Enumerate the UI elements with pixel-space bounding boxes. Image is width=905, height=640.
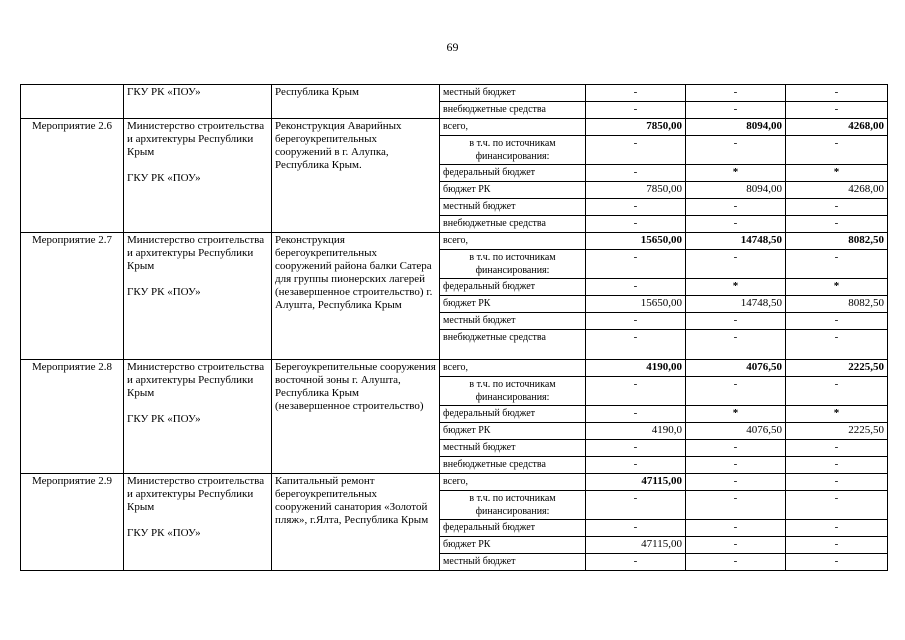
funding-source-cell: бюджет РК: [440, 423, 586, 440]
funding-source-cell: бюджет РК: [440, 182, 586, 199]
value-cell-2: 4076,50: [686, 423, 786, 440]
value-cell-3: 4268,00: [786, 119, 888, 136]
value-cell-1: 7850,00: [586, 119, 686, 136]
value-cell-3: -: [786, 491, 888, 520]
value-cell-3: -: [786, 330, 888, 360]
table-row: [21, 360, 888, 377]
table-body: [21, 85, 888, 571]
value-cell-2: 8094,00: [686, 119, 786, 136]
value-cell-2: -: [686, 216, 786, 233]
value-cell-2: -: [686, 457, 786, 474]
value-cell-1: -: [586, 216, 686, 233]
executor-agency: ГКУ РК «ПОУ»: [127, 286, 201, 298]
funding-source-cell: местный бюджет: [440, 199, 586, 216]
executor-ministry: Министерство строительства и архитектуры Республики Крым: [127, 361, 265, 399]
spacer: [127, 514, 268, 527]
executor-ministry: Министерство строительства и архитектуры Республики Крым: [127, 120, 265, 158]
table-row: [21, 119, 888, 136]
value-cell-1: 47115,00: [586, 537, 686, 554]
value-cell-3: 4268,00: [786, 182, 888, 199]
executor-cell: [124, 360, 272, 474]
executor-agency: ГКУ РК «ПОУ»: [127, 413, 201, 425]
value-cell-3: 8082,50: [786, 233, 888, 250]
measure-id-cell: [21, 85, 124, 119]
value-cell-2: -: [686, 554, 786, 571]
funding-source-cell: местный бюджет: [440, 313, 586, 330]
executor-ministry: Министерство строительства и архитектуры Республики Крым: [127, 475, 265, 513]
value-cell-3: -: [786, 537, 888, 554]
table-row: [21, 85, 888, 102]
value-cell-2: 14748,50: [686, 233, 786, 250]
value-cell-2: -: [686, 330, 786, 360]
value-cell-3: 8082,50: [786, 296, 888, 313]
page-number: 69: [446, 40, 459, 54]
value-cell-2: 8094,00: [686, 182, 786, 199]
measure-name-cell: Капитальный ремонт берегоукрепительных сооружений санатория «Золотой пляж», г.Ялта, Республика Крым: [272, 474, 440, 571]
measure-name-cell: Берегоукрепительные сооружения восточной зоны г. Алушта, Республика Крым (незавершенное строительство): [272, 360, 440, 474]
funding-source-cell: всего,: [440, 119, 586, 136]
funding-source-cell: федеральный бюджет: [440, 406, 586, 423]
value-cell-3: -: [786, 199, 888, 216]
value-cell-3: *: [786, 279, 888, 296]
value-cell-3: -: [786, 216, 888, 233]
value-cell-3: -: [786, 85, 888, 102]
value-cell-1: -: [586, 377, 686, 406]
funding-source-cell: местный бюджет: [440, 440, 586, 457]
spacer: [127, 400, 268, 413]
value-cell-1: 4190,00: [586, 360, 686, 377]
value-cell-1: -: [586, 330, 686, 360]
value-cell-2: -: [686, 537, 786, 554]
value-cell-1: -: [586, 440, 686, 457]
spacer: [127, 273, 268, 286]
value-cell-2: -: [686, 377, 786, 406]
funding-source-cell: федеральный бюджет: [440, 520, 586, 537]
funding-source-cell: в т.ч. по источникам финансирования:: [440, 136, 586, 165]
value-cell-2: -: [686, 474, 786, 491]
value-cell-3: -: [786, 474, 888, 491]
funding-source-cell: в т.ч. по источникам финансирования:: [440, 250, 586, 279]
funding-source-cell: всего,: [440, 360, 586, 377]
value-cell-3: *: [786, 165, 888, 182]
value-cell-2: 4076,50: [686, 360, 786, 377]
measure-name-cell: Реконструкция Аварийных берегоукрепительных сооружений в г. Алупка, Республика Крым.: [272, 119, 440, 233]
value-cell-1: -: [586, 313, 686, 330]
value-cell-1: -: [586, 250, 686, 279]
value-cell-3: -: [786, 136, 888, 165]
value-cell-1: -: [586, 520, 686, 537]
funding-source-cell: внебюджетные средства: [440, 457, 586, 474]
value-cell-1: -: [586, 102, 686, 119]
funding-source-cell: местный бюджет: [440, 554, 586, 571]
value-cell-2: -: [686, 440, 786, 457]
value-cell-2: *: [686, 279, 786, 296]
funding-source-cell: внебюджетные средства: [440, 102, 586, 119]
value-cell-3: -: [786, 554, 888, 571]
value-cell-1: -: [586, 85, 686, 102]
funding-source-cell: всего,: [440, 233, 586, 250]
measure-id-cell: Мероприятие 2.9: [21, 474, 124, 571]
executor-ministry: Министерство строительства и архитектуры Республики Крым: [127, 234, 265, 272]
executor-agency: ГКУ РК «ПОУ»: [127, 527, 201, 539]
funding-source-cell: внебюджетные средства: [440, 330, 586, 360]
spacer: [127, 159, 268, 172]
value-cell-2: *: [686, 406, 786, 423]
executor-cell: [124, 233, 272, 360]
funding-source-cell: всего,: [440, 474, 586, 491]
funding-source-cell: в т.ч. по источникам финансирования:: [440, 377, 586, 406]
table-row: [21, 233, 888, 250]
value-cell-2: -: [686, 491, 786, 520]
value-cell-2: -: [686, 199, 786, 216]
value-cell-3: 2225,50: [786, 423, 888, 440]
funding-source-cell: внебюджетные средства: [440, 216, 586, 233]
value-cell-1: -: [586, 279, 686, 296]
measure-id-cell: Мероприятие 2.7: [21, 233, 124, 360]
value-cell-2: -: [686, 85, 786, 102]
executor-cell: [124, 119, 272, 233]
value-cell-1: -: [586, 457, 686, 474]
value-cell-3: *: [786, 406, 888, 423]
value-cell-3: -: [786, 313, 888, 330]
value-cell-2: -: [686, 136, 786, 165]
value-cell-3: -: [786, 520, 888, 537]
value-cell-1: -: [586, 136, 686, 165]
value-cell-1: 15650,00: [586, 233, 686, 250]
value-cell-2: -: [686, 520, 786, 537]
value-cell-1: 7850,00: [586, 182, 686, 199]
executor-cell: [124, 474, 272, 571]
measure-name-cell: Республика Крым: [272, 85, 440, 119]
value-cell-1: 15650,00: [586, 296, 686, 313]
funding-source-cell: федеральный бюджет: [440, 279, 586, 296]
measure-name-cell: Реконструкция берегоукрепительных сооружений района балки Сатера для группы пионерских лагерей (незавершенное строительство) г. Алушта, Республика Крым: [272, 233, 440, 360]
value-cell-2: -: [686, 102, 786, 119]
financing-table: [20, 84, 888, 571]
value-cell-1: -: [586, 165, 686, 182]
funding-source-cell: в т.ч. по источникам финансирования:: [440, 491, 586, 520]
funding-source-cell: бюджет РК: [440, 296, 586, 313]
measure-id-cell: Мероприятие 2.8: [21, 360, 124, 474]
funding-source-cell: федеральный бюджет: [440, 165, 586, 182]
executor-cell: ГКУ РК «ПОУ»: [124, 85, 272, 119]
value-cell-2: -: [686, 250, 786, 279]
value-cell-1: -: [586, 406, 686, 423]
value-cell-1: 4190,0: [586, 423, 686, 440]
value-cell-3: -: [786, 377, 888, 406]
value-cell-3: -: [786, 250, 888, 279]
value-cell-1: -: [586, 491, 686, 520]
value-cell-2: -: [686, 313, 786, 330]
funding-source-cell: бюджет РК: [440, 537, 586, 554]
value-cell-3: -: [786, 440, 888, 457]
funding-source-cell: местный бюджет: [440, 85, 586, 102]
value-cell-1: -: [586, 554, 686, 571]
measure-id-cell: Мероприятие 2.6: [21, 119, 124, 233]
value-cell-2: 14748,50: [686, 296, 786, 313]
value-cell-1: -: [586, 199, 686, 216]
table-row: [21, 474, 888, 491]
value-cell-3: -: [786, 102, 888, 119]
value-cell-1: 47115,00: [586, 474, 686, 491]
value-cell-3: 2225,50: [786, 360, 888, 377]
value-cell-3: -: [786, 457, 888, 474]
executor-agency: ГКУ РК «ПОУ»: [127, 172, 201, 184]
value-cell-2: *: [686, 165, 786, 182]
